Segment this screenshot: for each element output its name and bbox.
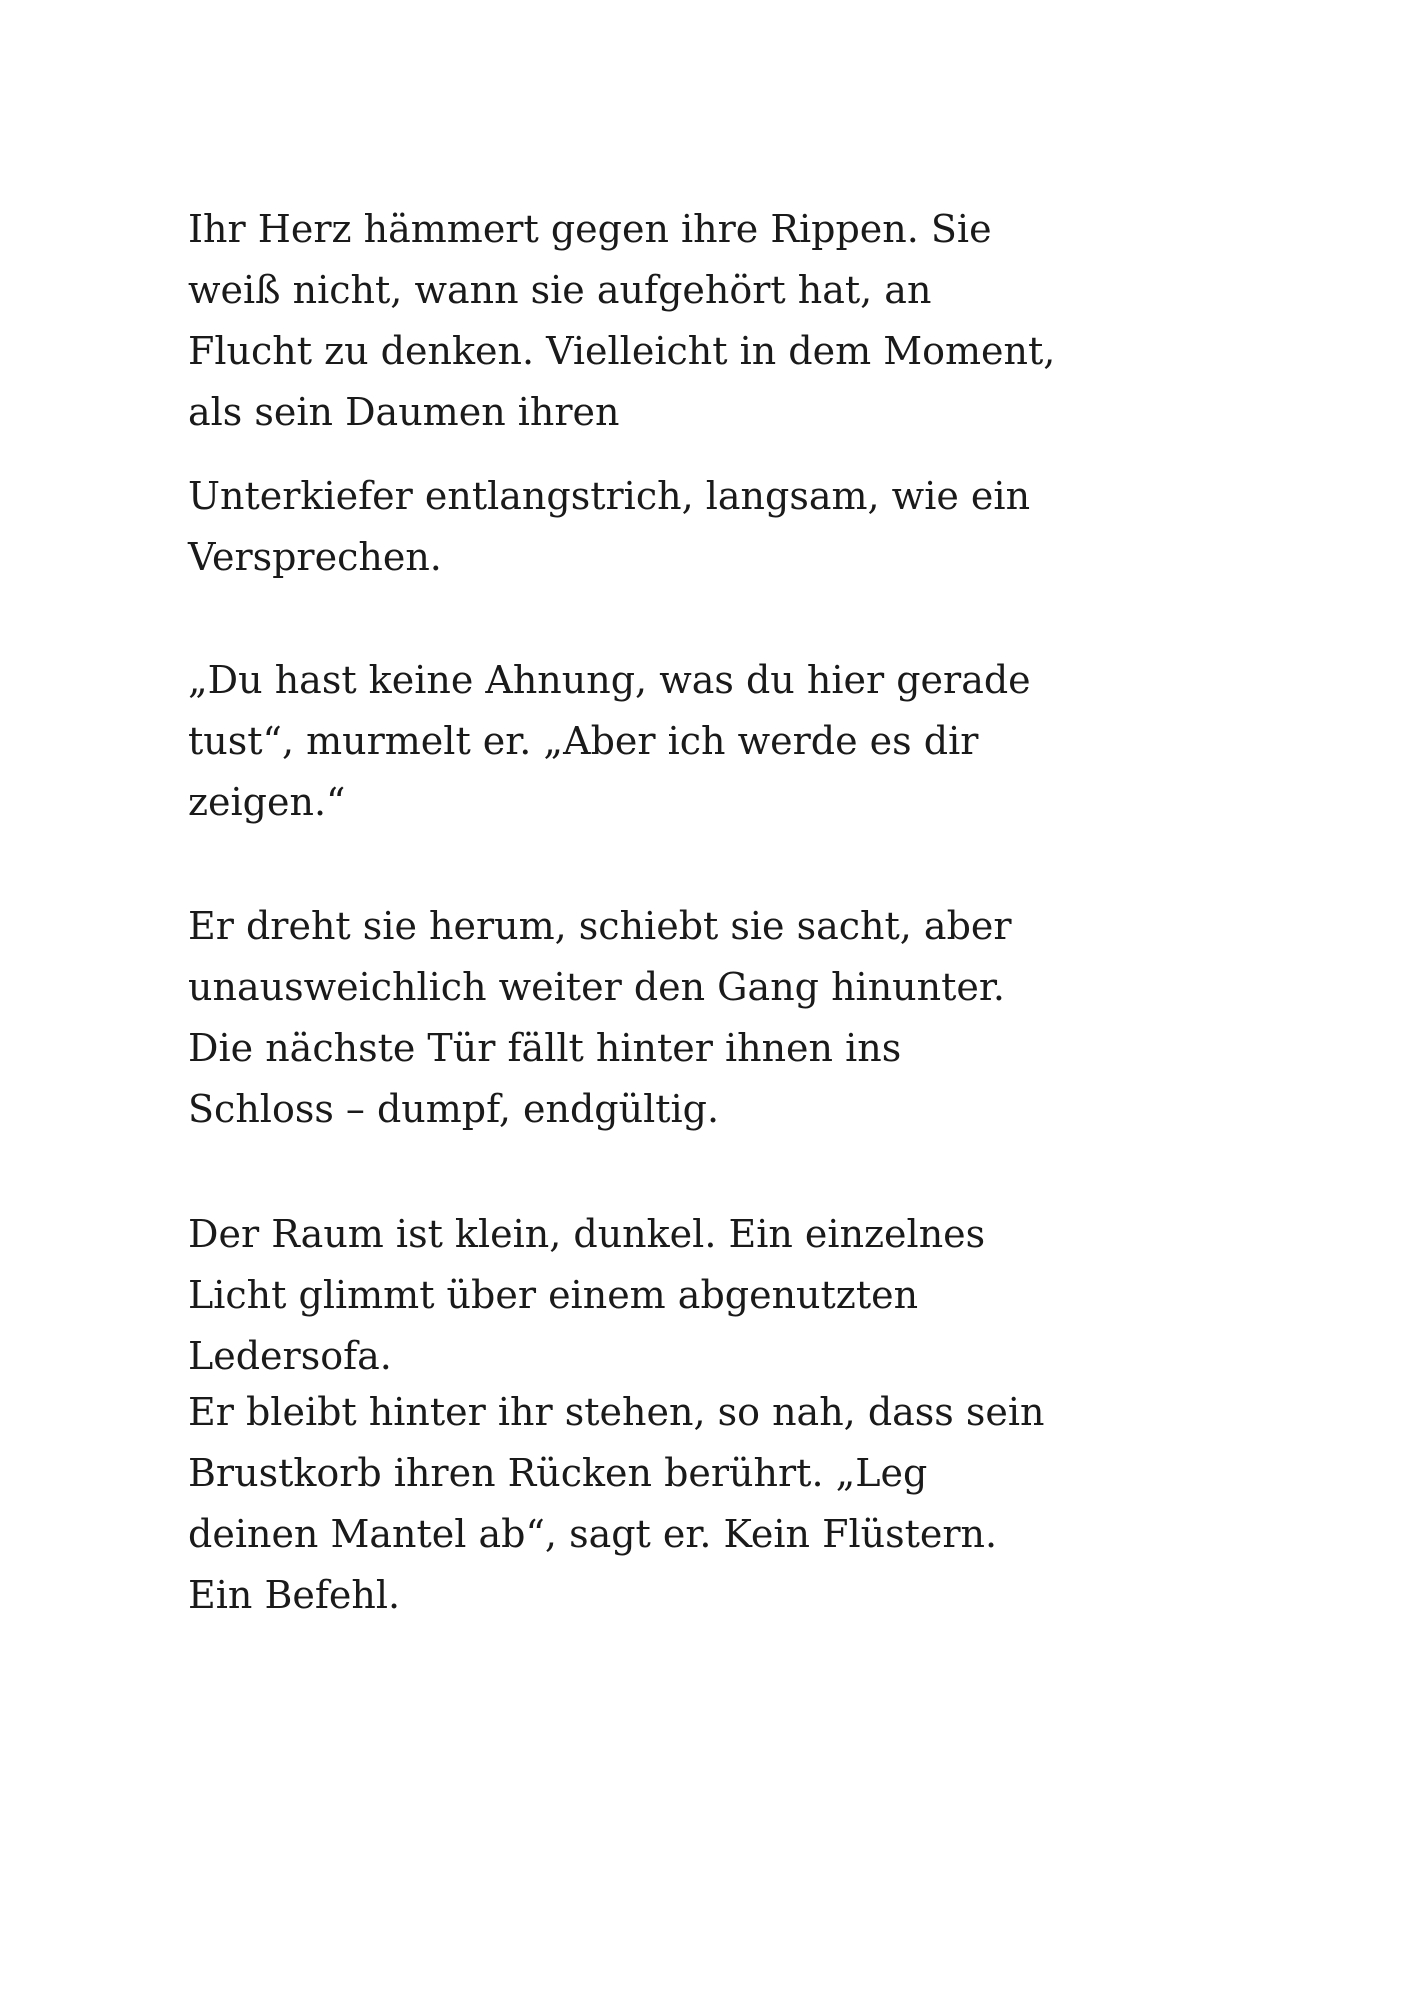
text-line: Ledersofa.	[188, 1334, 392, 1378]
text-line: weiß nicht, wann sie aufgehört hat, an	[188, 268, 932, 312]
text-line: unausweichlich weiter den Gang hinunter.	[188, 965, 1005, 1009]
text-line: zeigen.“	[188, 780, 346, 824]
text-line: Der Raum ist klein, dunkel. Ein einzelnes	[188, 1212, 986, 1256]
text-line: Unterkiefer entlangstrich, langsam, wie ein	[188, 474, 1031, 518]
text-line: deinen Mantel ab“, sagt er. Kein Flüstern.	[188, 1512, 998, 1556]
text-line: Flucht zu denken. Vielleicht in dem Moment,	[188, 329, 1056, 373]
text-line: Die nächste Tür fällt hinter ihnen ins	[188, 1026, 902, 1070]
text-line: Licht glimmt über einem abgenutzten	[188, 1273, 919, 1317]
text-line: Er bleibt hinter ihr stehen, so nah, dass sein	[188, 1390, 1045, 1434]
text-line: Ein Befehl.	[188, 1573, 401, 1617]
text-line: Versprechen.	[188, 535, 442, 579]
text-line: „Du hast keine Ahnung, was du hier gerade	[188, 658, 1031, 702]
text-line: Ihr Herz hämmert gegen ihre Rippen. Sie	[188, 207, 992, 251]
text-line: Brustkorb ihren Rücken berührt. „Leg	[188, 1451, 928, 1495]
text-line: Er dreht sie herum, schiebt sie sacht, aber	[188, 904, 1012, 948]
text-line: als sein Daumen ihren	[188, 390, 620, 434]
text-line: Schloss – dumpf, endgültig.	[188, 1087, 720, 1131]
text-line: tust“, murmelt er. „Aber ich werde es dir	[188, 719, 979, 763]
